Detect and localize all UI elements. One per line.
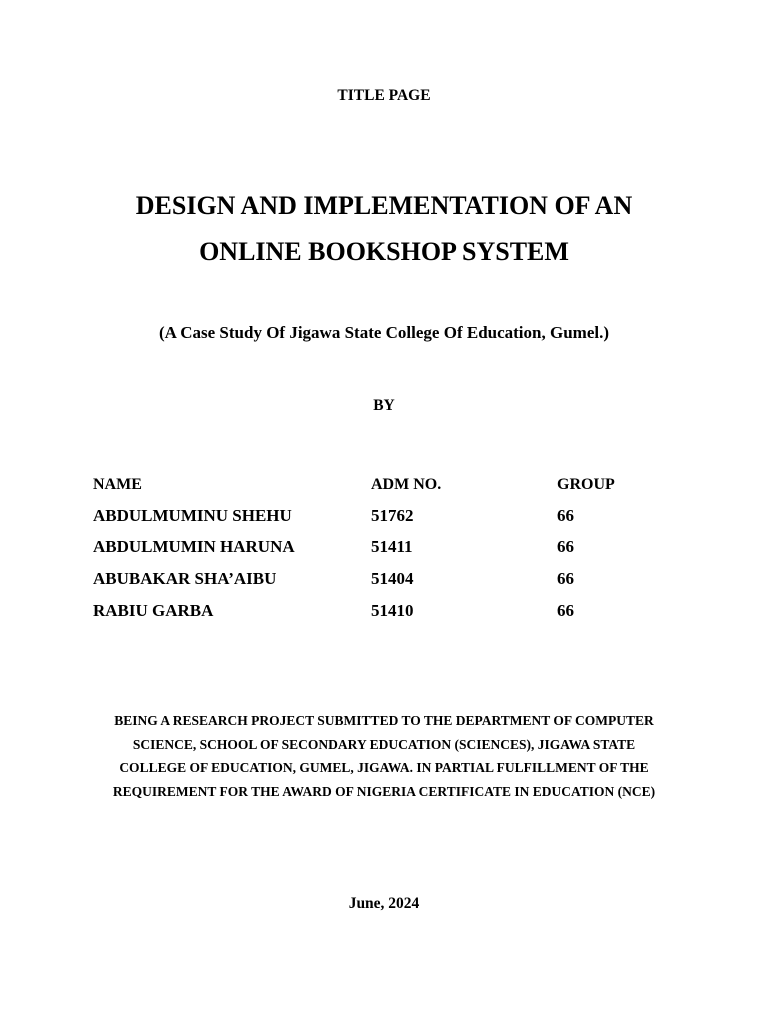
submission-statement-line-2: SCIENCE, SCHOOL OF SECONDARY EDUCATION (SCIENCES), JIGAWA STATE: [132, 736, 636, 752]
student-name: RABIU GARBA: [93, 601, 214, 620]
student-name: ABDULMUMIN HARUNA: [93, 537, 295, 556]
student-name: ABDULMUMINU SHEHU: [93, 506, 292, 525]
page-header: TITLE PAGE: [337, 87, 431, 104]
document-title-line-2: ONLINE BOOKSHOP SYSTEM: [199, 237, 569, 266]
student-group: 66: [557, 537, 574, 556]
submission-statement: [84, 709, 684, 803]
column-header-group: GROUP: [557, 476, 615, 493]
by-label: BY: [373, 397, 395, 414]
student-group: 66: [557, 506, 574, 525]
student-adm-no: 51411: [371, 537, 413, 556]
student-adm-no: 51404: [371, 569, 414, 588]
column-header-adm-no: ADM NO.: [371, 476, 442, 493]
student-adm-no: 51762: [371, 506, 414, 525]
student-group: 66: [557, 601, 574, 620]
document-title-line-1: DESIGN AND IMPLEMENTATION OF AN: [135, 191, 633, 220]
submission-statement-line-4: REQUIREMENT FOR THE AWARD OF NIGERIA CERTIFICATE IN EDUCATION (NCE): [112, 783, 656, 799]
student-adm-no: 51410: [371, 601, 414, 620]
case-study-subtitle: (A Case Study Of Jigawa State College Of Education, Gumel.): [158, 323, 610, 342]
student-name: ABUBAKAR SHA’AIBU: [93, 569, 277, 588]
column-header-name: NAME: [93, 476, 142, 493]
document-title: [0, 183, 768, 275]
submission-statement-line-3: COLLEGE OF EDUCATION, GUMEL, JIGAWA. IN PARTIAL FULFILLMENT OF THE: [119, 760, 649, 775]
submission-statement-line-1: BEING A RESEARCH PROJECT SUBMITTED TO THE DEPARTMENT OF COMPUTER: [114, 713, 654, 728]
submission-date: June, 2024: [348, 895, 420, 912]
student-group: 66: [557, 569, 574, 588]
